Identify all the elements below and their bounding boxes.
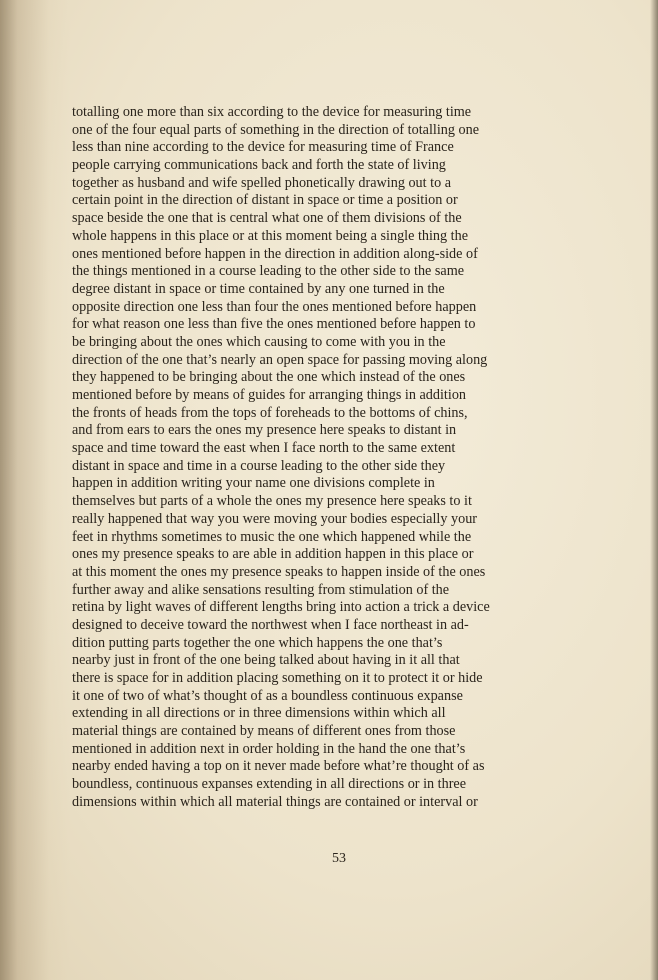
- text-line: opposite direction one less than four the ones mentioned before happen: [72, 298, 477, 315]
- text-line: they happened to be bringing about the one which instead of the ones: [72, 369, 466, 386]
- text-line: retina by light waves of different lengths bring into action a trick a device: [72, 599, 490, 616]
- body-text: [72, 104, 540, 812]
- text-line: degree distant in space or time contained by any one turned in the: [72, 280, 445, 297]
- text-line: ones my presence speaks to are able in addition happen in this place or: [72, 546, 474, 563]
- text-line: less than nine according to the device for measuring time of France: [72, 139, 454, 156]
- text-line: ones mentioned before happen in the direction in addition along-side of: [72, 245, 478, 262]
- text-line: boundless, continuous expanses extending in all directions or in three: [72, 776, 467, 793]
- text-line: nearby ended having a top on it never made before what’re thought of as: [72, 758, 485, 775]
- text-line: really happened that way you were moving your bodies especially your: [72, 510, 478, 527]
- text-line: it one of two of what’s thought of as a boundless continuous expanse: [72, 687, 463, 704]
- text-line: totalling one more than six according to the device for measuring time: [72, 104, 472, 120]
- text-line: mentioned before by means of guides for arranging things in addition: [72, 387, 467, 403]
- text-line: whole happens in this place or at this moment being a single thing the: [72, 227, 468, 244]
- text-line: further away and alike sensations resulting from stimulation of the: [72, 581, 450, 598]
- text-line: space beside the one that is central what one of them divisions of the: [72, 210, 462, 227]
- text-line: space and time toward the east when I face north to the same extent: [72, 440, 456, 457]
- page-number: 53: [332, 851, 346, 866]
- text-line: happen in addition writing your name one divisions complete in: [72, 475, 435, 492]
- text-line: one of the four equal parts of something in the direction of totalling one: [72, 121, 479, 138]
- text-line: dition putting parts together the one which happens the one that’s: [72, 634, 443, 651]
- text-line: and from ears to ears the ones my presence here speaks to distant in: [72, 422, 457, 439]
- text-line: certain point in the direction of distant in space or time a position or: [72, 192, 458, 209]
- text-line: designed to deceive toward the northwest when I face northeast in ad-: [72, 616, 469, 633]
- text-line: nearby just in front of the one being talked about having in it all that: [72, 652, 460, 669]
- text-line: mentioned in addition next in order holding in the hand the one that’s: [72, 740, 466, 757]
- text-line: distant in space and time in a course leading to the other side they: [72, 457, 446, 474]
- text-line: at this moment the ones my presence speaks to happen inside of the ones: [72, 563, 486, 580]
- page-edge-shadow: [650, 0, 658, 980]
- text-line: themselves but parts of a whole the ones my presence here speaks to it: [72, 493, 472, 510]
- text-line: the fronts of heads from the tops of foreheads to the bottoms of chins,: [72, 404, 468, 421]
- text-line: for what reason one less than five the ones mentioned before happen to: [72, 316, 476, 333]
- text-line: together as husband and wife spelled phonetically drawing out to a: [72, 174, 452, 191]
- text-line: material things are contained by means of different ones from those: [72, 723, 456, 740]
- text-line: feet in rhythms sometimes to music the one which happened while the: [72, 528, 472, 545]
- text-line: be bringing about the ones which causing to come with you in the: [72, 333, 446, 350]
- text-line: dimensions within which all material things are contained or interval or: [72, 793, 478, 810]
- text-line: extending in all directions or in three dimensions within which all: [72, 705, 446, 722]
- text-line: people carrying communications back and forth the state of living: [72, 157, 446, 174]
- text-line: there is space for in addition placing something on it to protect it or hide: [72, 670, 483, 686]
- text-line: the things mentioned in a course leading to the other side to the same: [72, 263, 465, 280]
- spine-shadow: [0, 0, 70, 980]
- text-line: direction of the one that’s nearly an open space for passing moving along: [72, 351, 488, 368]
